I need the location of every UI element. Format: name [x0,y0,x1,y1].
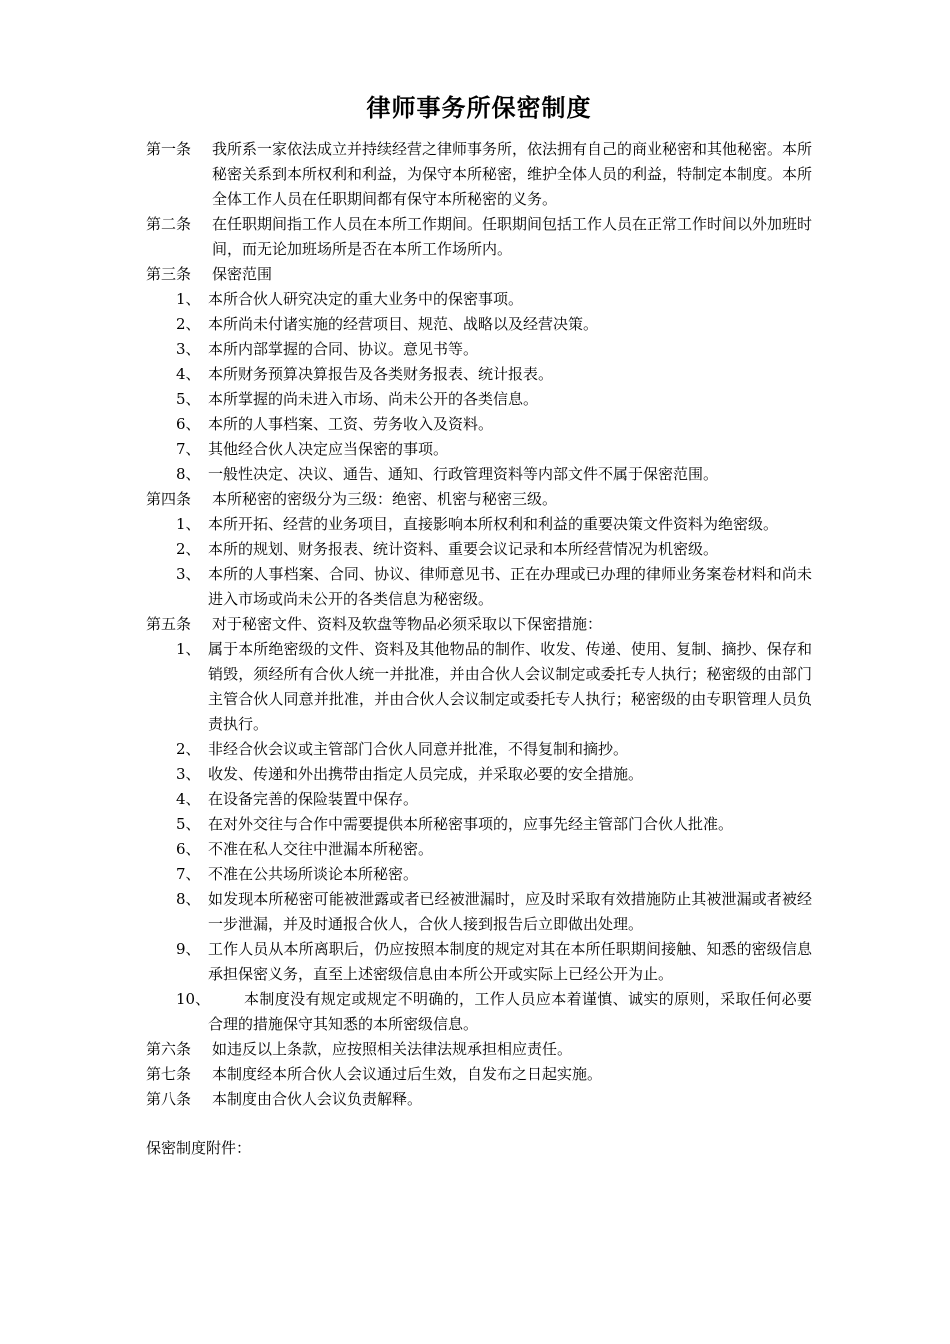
article-6 [146,1037,812,1062]
list-item-text: 如发现本所秘密可能被泄露或者已经被泄漏时，应及时采取有效措施防止其被泄漏或者被经一步泄漏，并及时通报合伙人，合伙人接到报告后立即做出处理。 [208,890,812,933]
blank-line [146,1112,812,1136]
list-item-text: 本制度没有规定或规定不明确的，工作人员应本着谨慎、诚实的原则，采取任何必要合理的措施保守其知悉的本所密级信息。 [208,990,812,1033]
list-item-text: 本所的人事档案、工资、劳务收入及资料。 [208,415,494,433]
list-item-number: 2、 [176,315,201,333]
list-item-text: 工作人员从本所离职后，仍应按照本制度的规定对其在本所任职期间接触、知悉的密级信息承担保密义务，直至上述密级信息由本所公开或实际上已经公开为止。 [208,940,812,983]
article-8 [146,1087,812,1112]
list-item-number: 3、 [176,340,201,358]
list-item-text: 本所的规划、财务报表、统计资料、重要会议记录和本所经营情况为机密级。 [208,540,719,558]
list-item-number: 10、 [176,990,211,1008]
article-5 [146,612,812,637]
list-item-number: 7、 [176,865,201,883]
list-item-number: 5、 [176,390,201,408]
article-2 [146,212,812,262]
article-label: 第七条 [146,1065,192,1083]
list-item-number: 1、 [176,515,201,533]
list-item-text: 本所开拓、经营的业务项目，直接影响本所权利和利益的重要决策文件资料为绝密级。 [208,515,779,533]
article-4 [146,487,812,512]
list-item-text: 在设备完善的保险装置中保存。 [208,790,419,808]
list-item-number: 8、 [176,465,201,483]
list-item-text: 不准在私人交往中泄漏本所秘密。 [208,840,434,858]
list-item-text: 本所财务预算决算报告及各类财务报表、统计报表。 [208,365,554,383]
document-title: 律师事务所保密制度 [366,94,592,122]
article-text: 如违反以上条款，应按照相关法律法规承担相应责任。 [212,1040,573,1058]
list-item-number: 8、 [176,890,201,908]
list-item [146,537,812,562]
list-item [146,387,812,412]
list-item [146,562,812,612]
list-item-number: 4、 [176,790,201,808]
list-item [146,462,812,487]
article-label: 第六条 [146,1040,192,1058]
list-item-number: 3、 [176,565,201,583]
list-item-number: 4、 [176,365,201,383]
list-item-text: 其他经合伙人决定应当保密的事项。 [208,440,449,458]
article-label: 第一条 [146,140,192,158]
list-item-number: 6、 [176,840,201,858]
list-item [146,737,812,762]
list-item [146,312,812,337]
article-7 [146,1062,812,1087]
list-item-text: 本所的人事档案、合同、协议、律师意见书、正在办理或已办理的律师业务案卷材料和尚未进入市场或尚未公开的各类信息为秘密级。 [208,565,812,608]
list-item-number: 6、 [176,415,201,433]
list-item-number: 2、 [176,540,201,558]
list-item-number: 2、 [176,740,201,758]
list-item-number: 7、 [176,440,201,458]
article-label: 第二条 [146,215,192,233]
appendix-label: 保密制度附件： [146,1139,252,1157]
article-label: 第三条 [146,265,192,283]
list-item [146,512,812,537]
article-text: 在任职期间指工作人员在本所工作期间。任职期间包括工作人员在正常工作时间以外加班时间，而无论加班场所是否在本所工作场所内。 [212,215,813,258]
list-item [146,337,812,362]
list-item [146,837,812,862]
list-item [146,437,812,462]
list-item-text: 本所掌握的尚未进入市场、尚未公开的各类信息。 [208,390,539,408]
list-item [146,787,812,812]
list-item [146,362,812,387]
list-item-text: 本所合伙人研究决定的重大业务中的保密事项。 [208,290,524,308]
list-item-text: 本所尚未付诸实施的经营项目、规范、战略以及经营决策。 [208,315,599,333]
article-label: 第五条 [146,615,192,633]
list-item [146,987,812,1037]
list-item [146,812,812,837]
list-item-number: 1、 [176,290,201,308]
list-item [146,287,812,312]
article-text: 本所秘密的密级分为三级：绝密、机密与秘密三级。 [212,490,558,508]
list-item-text: 一般性决定、决议、通告、通知、行政管理资料等内部文件不属于保密范围。 [208,465,719,483]
article-label: 第八条 [146,1090,192,1108]
list-item-number: 5、 [176,815,201,833]
list-item-number: 9、 [176,940,201,958]
list-item-text: 在对外交往与合作中需要提供本所秘密事项的，应事先经主管部门合伙人批准。 [208,815,734,833]
article-text: 我所系一家依法成立并持续经营之律师事务所，依法拥有自己的商业秘密和其他秘密。本所秘密关系到本所权利和利益，为保守本所秘密，维护全体人员的利益，特制定本制度。本所全体工作人员在任职期间都有保守本所秘密的义务。 [212,140,813,208]
list-item-text: 收发、传递和外出携带由指定人员完成，并采取必要的安全措施。 [208,765,644,783]
article-text: 保密范围 [212,265,273,283]
list-item-text: 属于本所绝密级的文件、资料及其他物品的制作、收发、传递、使用、复制、摘抄、保存和销毁，须经所有合伙人统一并批准，并由合伙人会议制定或委托专人执行；秘密级的由部门主管合伙人同意并批准，并由合伙人会议制定或委托专人执行；秘密级的由专职管理人员负责执行。 [208,640,812,733]
article-text: 本制度经本所合伙人会议通过后生效，自发布之日起实施。 [212,1065,603,1083]
list-item-text: 不准在公共场所谈论本所秘密。 [208,865,419,883]
list-item [146,937,812,987]
list-item-number: 3、 [176,765,201,783]
list-item [146,887,812,937]
document-page [146,92,812,1161]
article-text: 本制度由合伙人会议负责解释。 [212,1090,423,1108]
list-item-number: 1、 [176,640,201,658]
article-text: 对于秘密文件、资料及软盘等物品必须采取以下保密措施： [212,615,603,633]
list-item-text: 本所内部掌握的合同、协议。意见书等。 [208,340,479,358]
list-item [146,862,812,887]
list-item [146,762,812,787]
article-3 [146,262,812,287]
article-1 [146,137,812,212]
list-item [146,637,812,737]
list-item [146,412,812,437]
article-label: 第四条 [146,490,192,508]
list-item-text: 非经合伙会议或主管部门合伙人同意并批准，不得复制和摘抄。 [208,740,629,758]
